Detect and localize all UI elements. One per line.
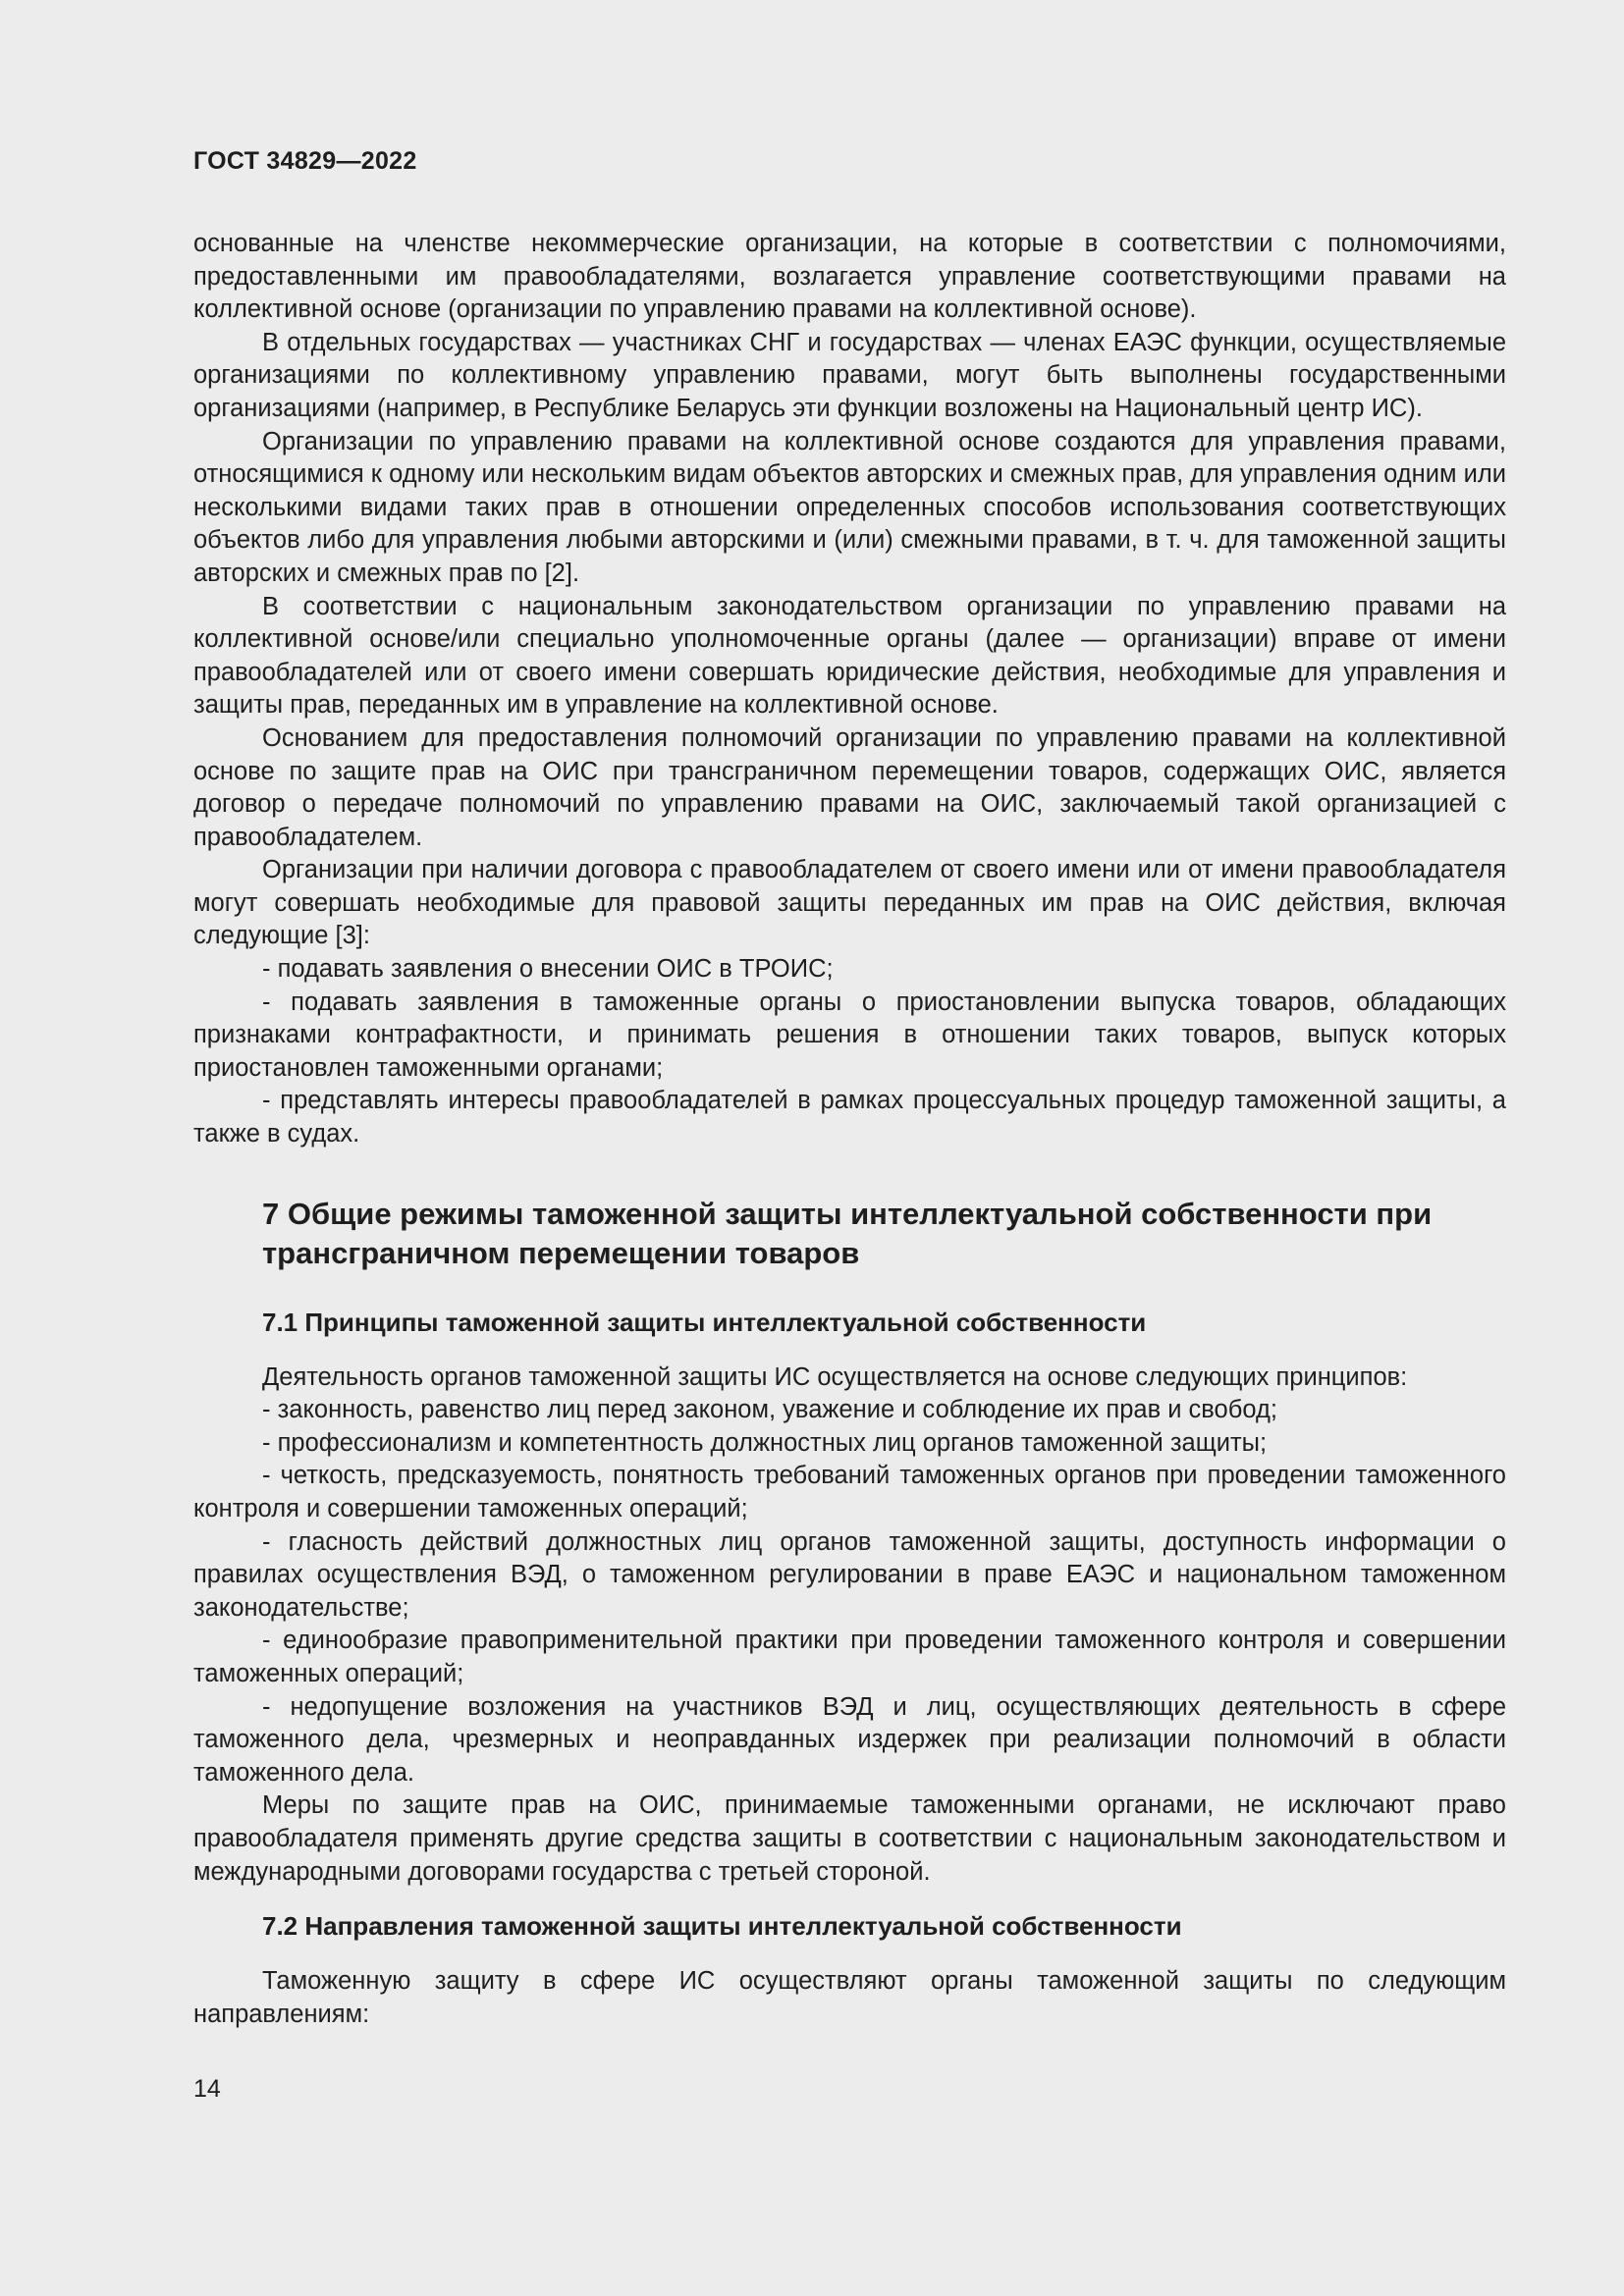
paragraph: Меры по защите прав на ОИС, принимаемые таможенными органами, не исключают право правообладателя применять другие средства защиты в соответствии с национальным законодательством и международными договорами государства с третьей стороной. [193, 1791, 1506, 1886]
subsection-heading: 7.1 Принципы таможенной защиты интеллектуальной собственности [262, 1307, 1147, 1337]
list-item: - четкость, предсказуемость, понятность требований таможенных органов при проведении таможенного контроля и совершении таможенных операций; [193, 1462, 1506, 1522]
document-body [193, 228, 1506, 2031]
paragraph: основанные на членстве некоммерческие организации, на которые в соответствии с полномочиями, предоставленными им правообладателями, возлагается управление соответствующими правами на коллективной основе (организации по управлению правами на коллективной основе). [193, 230, 1506, 324]
list-item: - представлять интересы правообладателей в рамках процессуальных процедур таможенной защиты, а также в судах. [193, 1087, 1506, 1148]
list-item: - профессионализм и компетентность должностных лиц органов таможенной защиты; [262, 1428, 1268, 1457]
paragraph: В соответствии с национальным законодательством организации по управлению правами на коллективной основе/или специально уполномоченные органы (далее — организации) вправе от имени правообладателей или от своего имени совершать юридические действия, необходимые для управления и защиты прав, переданных им в управление на коллективной основе. [193, 592, 1506, 720]
list-item: - законность, равенство лиц перед законом, уважение и соблюдение их прав и свобод; [262, 1396, 1277, 1424]
list-item: - недопущение возложения на участников ВЭД и лиц, осуществляющих деятельность в сфере таможенного дела, чрезмерных и неоправданных издержек при реализации полномочий в области таможенного дела. [193, 1692, 1506, 1787]
list-item: - подавать заявления в таможенные органы о приостановлении выпуска товаров, обладающих признаками контрафактности, и принимать решения в отношении таких товаров, выпуск которых приостановлен таможенными органами; [193, 988, 1506, 1082]
subsection-heading: 7.2 Направления таможенной защиты интеллектуальной собственности [262, 1911, 1182, 1942]
paragraph: В отдельных государствах — участниках СНГ и государствах — членах ЕАЭС функции, осуществляемые организациями по коллективному управлению правами, могут быть выполнены государственными организациями (например, в Республике Беларусь эти функции возложены на Национальный центр ИС). [193, 328, 1506, 422]
paragraph: Деятельность органов таможенной защиты ИС осуществляется на основе следующих принципов: [262, 1362, 1408, 1391]
document-header: ГОСТ 34829—2022 [193, 147, 417, 175]
page-number: 14 [193, 2075, 221, 2103]
list-item: - подавать заявления о внесении ОИС в ТРОИС; [262, 955, 834, 984]
paragraph: Таможенную защиту в сфере ИС осуществляют органы таможенной защиты по следующим направлениям: [193, 1967, 1506, 2028]
paragraph: Организации по управлению правами на коллективной основе создаются для управления правами, относящимися к одному или нескольким видам объектов авторских и смежных прав, для управления одним или несколькими видами таких прав в отношении определенных способов использования соответствующих объектов либо для управления любыми авторскими и (или) смежными правами, в т. ч. для таможенной защиты авторских и смежных прав по [2]. [193, 427, 1506, 587]
list-item: - единообразие правоприменительной практики при проведении таможенного контроля и совершении таможенных операций; [193, 1627, 1506, 1687]
section-heading: 7 Общие режимы таможенной защиты интеллектуальной собственности при трансграничном перемещении товаров [262, 1196, 1433, 1270]
paragraph: Организации при наличии договора с правообладателем от своего имени или от имени правообладателя могут совершать необходимые для правовой защиты переданных им прав на ОИС действия, включая следующие [3]: [193, 856, 1506, 950]
paragraph: Основанием для предоставления полномочий организации по управлению правами на коллективной основе по защите прав на ОИС при трансграничном перемещении товаров, содержащих ОИС, является договор о передаче полномочий по управлению правами на ОИС, заключаемый такой организацией с правообладателем. [193, 723, 1506, 851]
list-item: - гласность действий должностных лиц органов таможенной защиты, доступность информации о правилах осуществления ВЭД, о таможенном регулировании в праве ЕАЭС и национальном таможенном законодательстве; [193, 1527, 1506, 1622]
